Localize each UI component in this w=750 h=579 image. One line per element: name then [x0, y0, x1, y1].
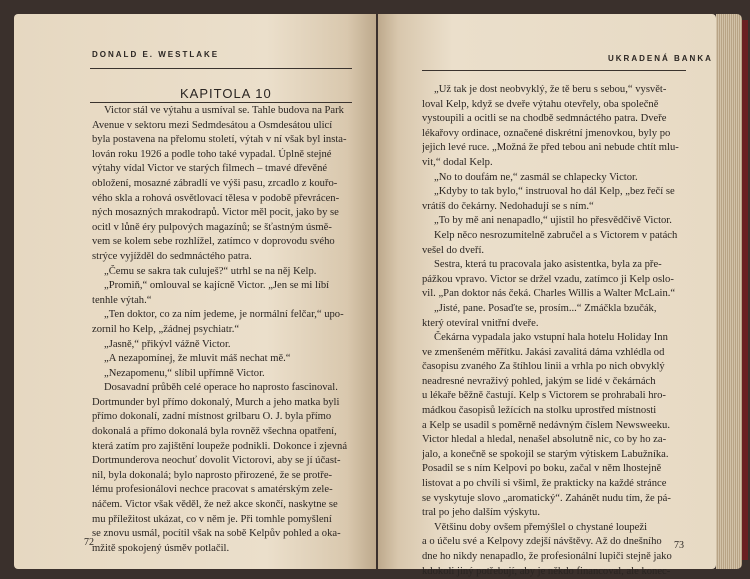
text-line: a Kelp se usadil s poměrně nedávným číslem Newsweeku.: [422, 419, 671, 431]
text-line: kdokoli jiný potřebují, aby je někdo financoval, ale konec-: [422, 565, 671, 577]
text-line: která zatím pro zajištění loupeže podnikli. Dokonce i zjevná: [92, 440, 348, 452]
text-line: dne ho nikdy nenapadlo, že profesionální lupiči stejně jako: [422, 551, 672, 562]
text-line: Posadil se s ním Kelpovi po boku, začal v něm lhostejně: [422, 463, 662, 475]
text-line: „Čemu se sakra tak culuješ?“ utrhl se na něj Kelp.: [104, 265, 317, 277]
text-line: vešel do dveří.: [422, 244, 485, 256]
text-line: náčem. Victor však věděl, že než akce skončí, naskytne se: [92, 499, 338, 511]
page-edges: [716, 14, 742, 569]
text-line: se znovu usmál, pocítil však na sobě Kelpův pohled a oka-: [92, 528, 341, 540]
text-line: „A nezapomínej, že mluvit máš nechat mě.“: [104, 353, 291, 365]
text-line: zornil ho Kelp, „žádnej psychiatr.“: [92, 323, 240, 335]
running-head-right: UKRADENÁ BANKA: [608, 54, 713, 63]
text-line: vrátíš do čekárny. Nedohadují se s ním.“: [422, 200, 594, 212]
text-line: výtahy vídal Victor ve starých filmech – tmavé dřevěné: [92, 163, 328, 175]
text-line: „No to doufám ne,“ zasmál se chlapecky Victor.: [434, 171, 638, 183]
text-line: tenhle výtah.“: [92, 294, 152, 306]
text-line: se vyskytuje slovo „aromatický“. Zahánět nudu tím, že pá-: [422, 492, 671, 504]
text-line: časopisu zvaného Za štíhlou linii a vrhla po nich obvyklý: [422, 361, 665, 373]
text-line: „Promiň,“ omlouval se kajícně Victor. „Jen se mi líbí: [104, 280, 330, 292]
text-line: Victor stál ve výtahu a usmíval se. Tahle budova na Park: [104, 105, 344, 116]
header-rule-right: [422, 70, 686, 71]
left-page-text: [92, 104, 354, 556]
text-line: ocitl v lůně éry pulpových magazínů; se šťastným úsmě-: [92, 221, 332, 233]
left-page: [14, 14, 376, 569]
chapter-rule: [90, 102, 352, 103]
text-line: vil. „Pan doktor nás čeká. Charles Willis a Walter McLain.“: [422, 288, 676, 300]
text-line: „Už tak je dost neobvyklý, že tě beru s sebou,“ vysvět-: [434, 84, 667, 95]
text-line: jejich levé ruce. „Možná že před tebou ani nebude chtít mlu-: [422, 142, 679, 154]
chapter-title: KAPITOLA 10: [180, 86, 272, 101]
running-head-left: DONALD E. WESTLAKE: [92, 50, 220, 59]
text-line: jalo, a konečně se spokojil se starým výtiskem Labužníka.: [422, 448, 669, 460]
text-line: „To by mě ani nenapadlo,“ ujistil ho přesvědčivě Victor.: [434, 215, 672, 227]
text-line: vystoupili a ocitli se na chodbě sedmnáctého patra. Dveře: [422, 113, 667, 125]
text-line: Většinu doby ovšem přemýšlel o chystané loupeži: [434, 521, 648, 533]
right-page-text: [422, 83, 686, 579]
text-line: „Nezapomenu,“ slíbil upřímně Victor.: [104, 367, 265, 379]
text-line: lován roku 1926 a podle toho také vypadal. Úplně stejné: [92, 148, 332, 160]
text-line: „Jisté, pane. Posaďte se, prosím...“ Zmáčkla bzučák,: [434, 302, 657, 314]
text-line: vem se kolem sebe rozhlížel, zatímco v doprovodu svého: [92, 236, 335, 248]
text-line: ve zmenšeném měřítku. Jakási zavalitá dáma vzhlédla od: [422, 346, 665, 358]
text-line: ných mosazných mrakodrapů. Victor měl pocit, jako by se: [92, 207, 339, 219]
text-line: Dortmunderova neochuť dovolit Victorovi, aby se jí účast-: [92, 455, 341, 467]
page-number-left: 72: [84, 537, 94, 548]
header-rule-left: [90, 68, 352, 69]
text-line: Kelp něco nesrozumitelně zabručel a s Victorem v patách: [434, 229, 678, 241]
text-line: mádkou časopisů ležících na stolku uprostřed místnosti: [422, 405, 657, 417]
text-line: vého skla a rohová osvětlovací tělesa v podobě převrácen-: [92, 192, 340, 204]
right-page: [378, 14, 716, 577]
text-line: listovat a po chvíli si všiml, že prakticky na každé stránce: [422, 478, 667, 490]
text-line: Dortmunder byl přímo dokonalý, Murch a jeho matka byli: [92, 396, 340, 408]
text-line: mu příležitost ukázat, co v něm je. Při tomhle pomyšlení: [92, 513, 332, 525]
text-line: který otevíral vnitřní dveře.: [422, 317, 539, 329]
text-line: vit,“ dodal Kelp.: [422, 156, 493, 168]
text-line: „Ten doktor, co za ním jedeme, je normální felčar,“ upo-: [104, 309, 344, 321]
text-line: tral po jeho dalším výskytu.: [422, 507, 540, 519]
text-line: pážkou vpravo. Victor se držel vzadu, zatímco ji Kelp oslo-: [422, 273, 674, 285]
text-line: mžitě spokojený úsměv potlačil.: [92, 542, 230, 554]
text-line: Čekárna vypadala jako vstupní hala hotelu Holiday Inn: [434, 332, 668, 344]
text-line: lému profesionálovi nechce pracovat s amatérským zele-: [92, 484, 333, 496]
page-number-right: 73: [674, 540, 684, 551]
text-line: dokonalá a přímo dokonalá byla rovněž všechna opatření,: [92, 426, 337, 438]
text-line: byla postavena na přelomu století, výtah v ní však byl insta-: [92, 134, 347, 146]
text-line: obložení, mosazné zábradlí ve výši pasu, zrcadlo z kouřo-: [92, 177, 338, 189]
text-line: a o účelu své a Kelpovy zdejší návštěvy. Až do dnešního: [422, 536, 662, 548]
text-line: přímo dokonalí, zadní místnost grilbaru O. J. byla přímo: [92, 411, 332, 423]
text-line: Dosavadní průběh celé operace ho naprosto fascinoval.: [104, 382, 338, 394]
text-line: Avenue v sektoru mezi Sedmdesátou a Osmdesátou ulicí: [92, 119, 333, 131]
text-line: loval Kelp, když se dveře výtahu otevřely, oba společně: [422, 98, 659, 110]
text-line: Victor hledal a hledal, nenašel absolutně nic, co by ho za-: [422, 434, 667, 446]
text-line: u lékaře běžně častují. Kelp s Victorem se prohrabali hro-: [422, 390, 666, 402]
text-line: „Kdyby to tak bylo,“ instruoval ho dál Kelp, „bez řečí se: [434, 186, 675, 198]
text-line: lékařovy ordinace, označené diskrétní jmenovkou, byly po: [422, 127, 671, 139]
text-line: neadresné nevraživý pohled, jakým se lidé v čekárnách: [422, 375, 656, 387]
text-line: nil, byla dokonalá; bylo naprosto přirozené, že se protře-: [92, 469, 333, 481]
text-line: Sestra, která tu pracovala jako asistentka, byla za pře-: [434, 259, 662, 271]
text-line: strýce vyjížděl do sedmnáctého patra.: [92, 250, 252, 262]
text-line: „Jasně,“ přikývl vážně Victor.: [104, 338, 231, 350]
cover-edge: [742, 20, 748, 560]
